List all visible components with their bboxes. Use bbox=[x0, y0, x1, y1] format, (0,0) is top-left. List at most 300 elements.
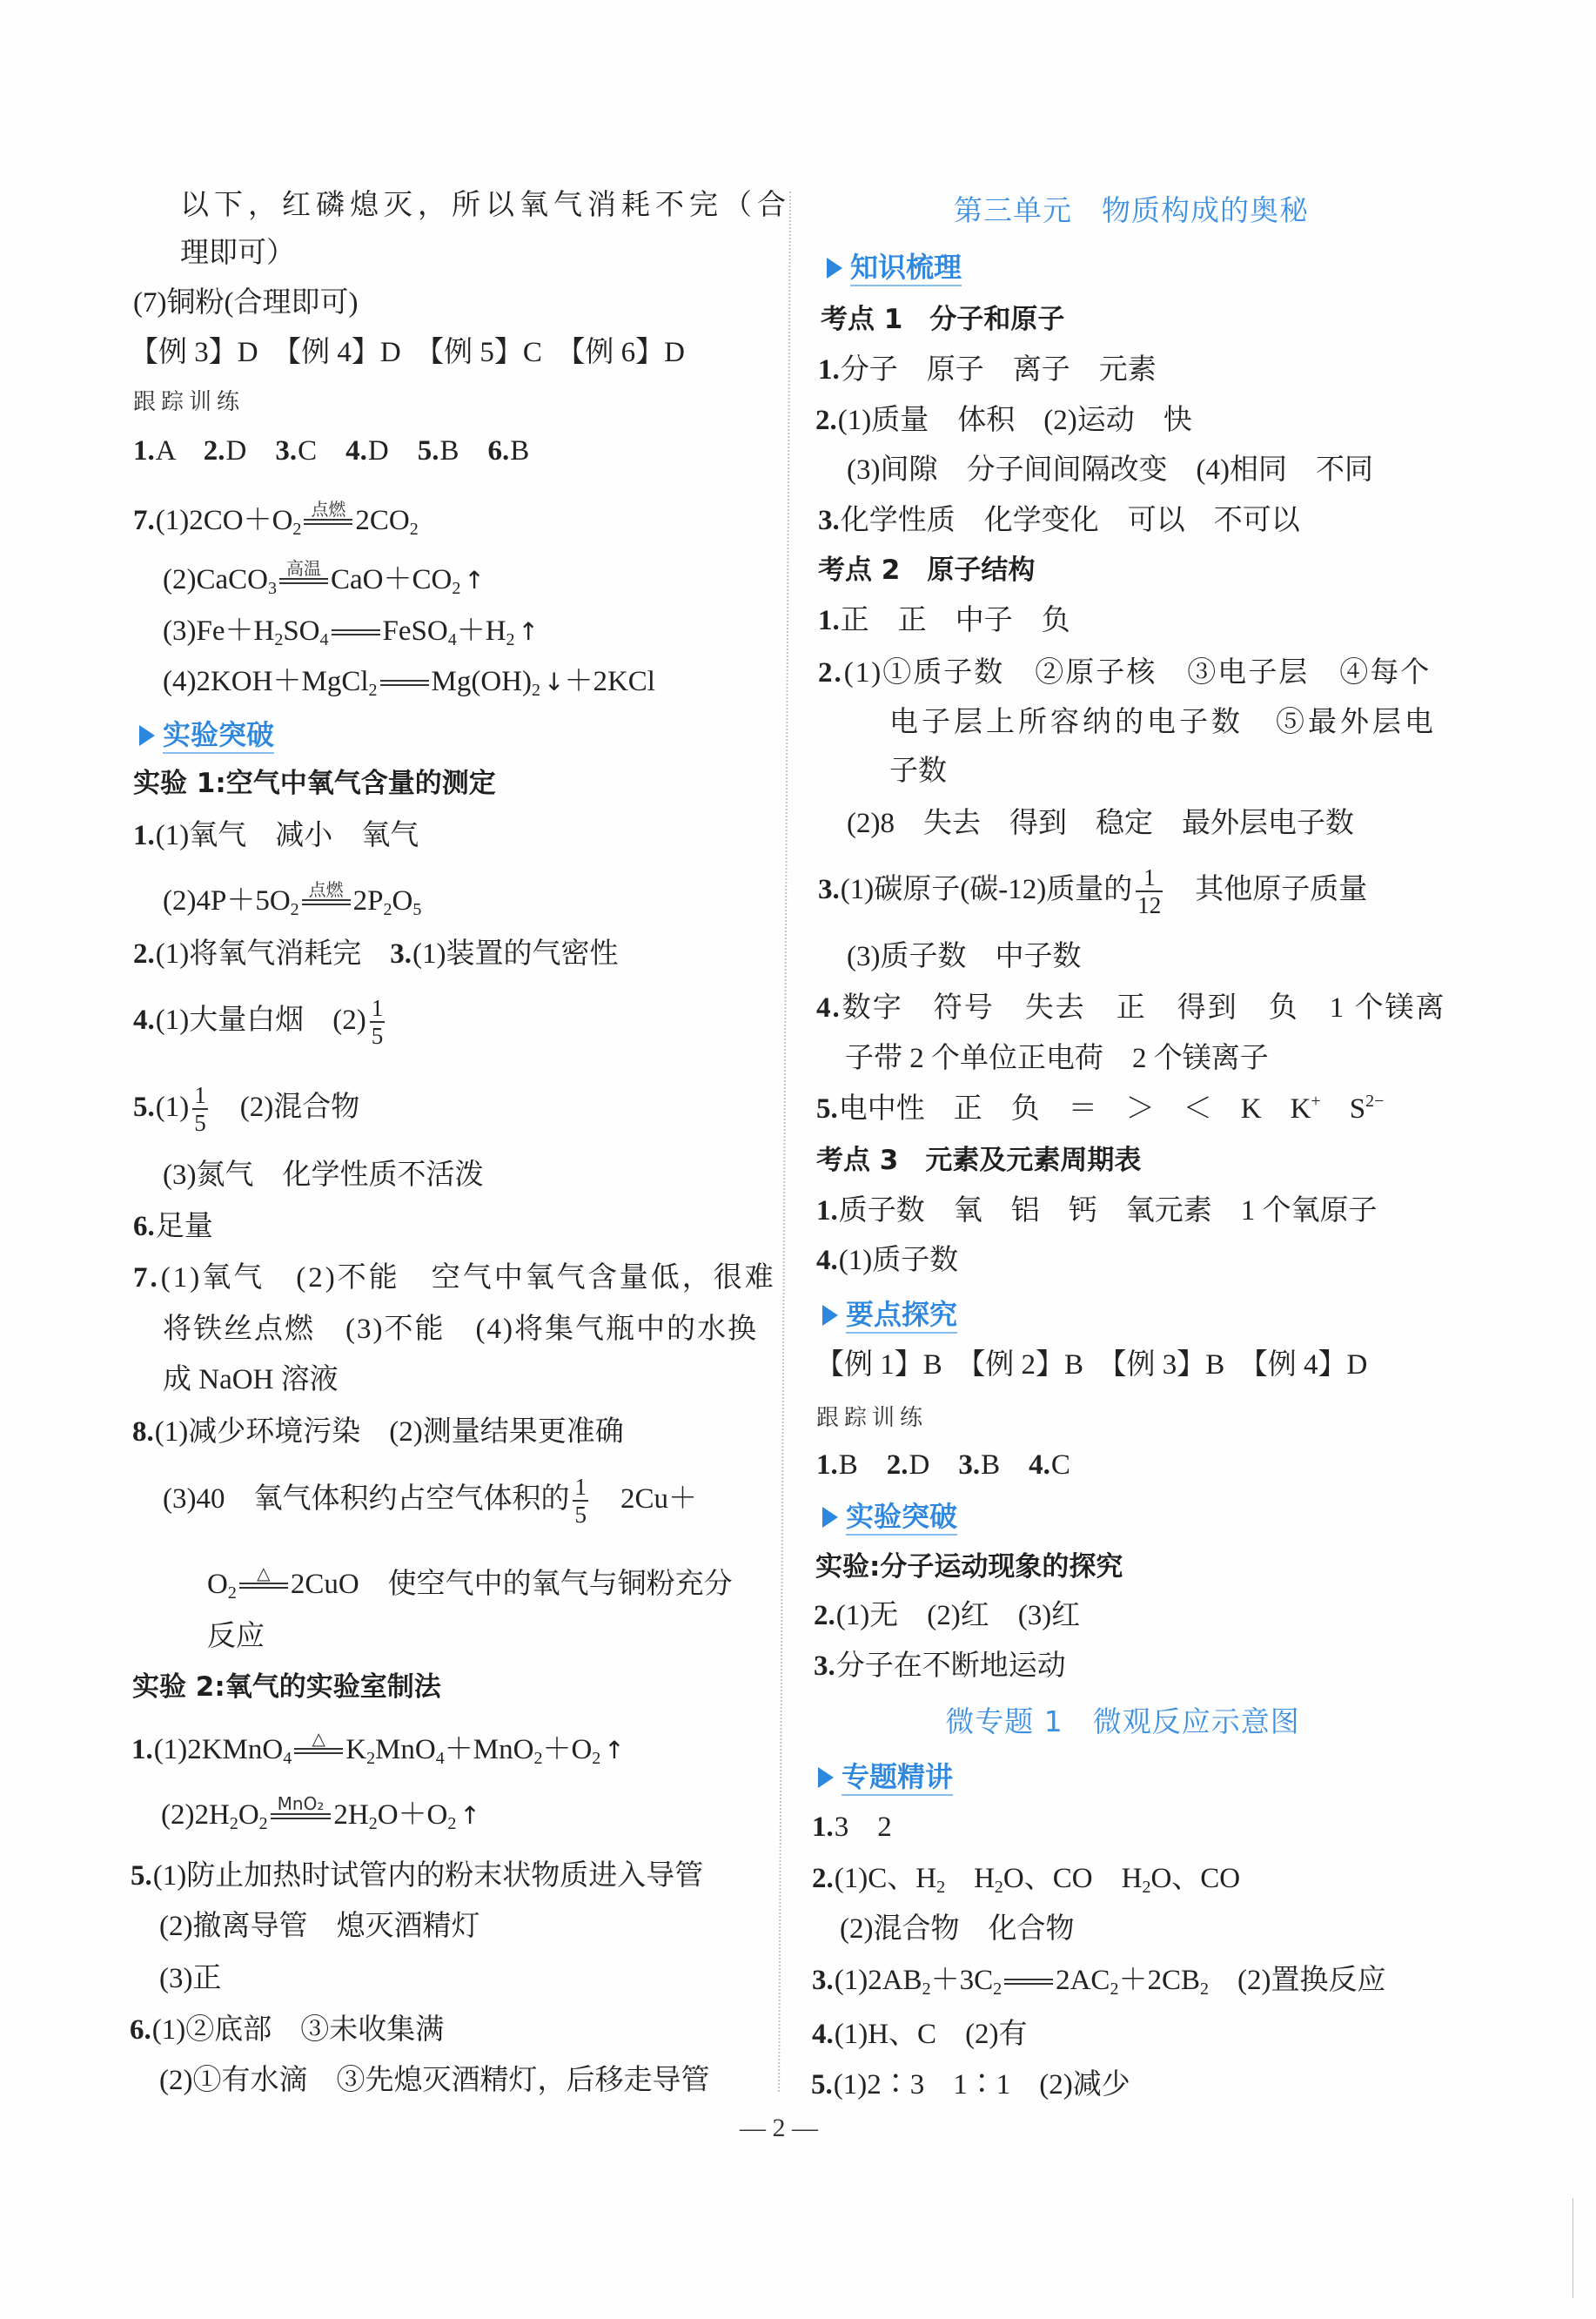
item-number: 2. bbox=[815, 405, 837, 436]
unit-title: 第三单元 物质构成的奥秘 bbox=[954, 193, 1309, 227]
answer-text: (2)撤离导管 熄灭酒精灯 bbox=[159, 1911, 480, 1942]
subscript: 2 bbox=[227, 1583, 237, 1603]
item-number: 2. bbox=[886, 1449, 909, 1481]
fraction bbox=[370, 995, 386, 1049]
subscript: 2 bbox=[1142, 1878, 1151, 1897]
subscript: 2 bbox=[229, 1814, 238, 1833]
example-answers-line bbox=[815, 1346, 1367, 1384]
subscript: 2 bbox=[274, 630, 284, 649]
equation-line bbox=[133, 498, 419, 540]
subscript: 2 bbox=[383, 900, 392, 919]
exercise-label: 跟踪训练 bbox=[816, 1405, 929, 1431]
answer-text: ＋O bbox=[542, 1734, 593, 1765]
reaction-equals-sign bbox=[304, 500, 352, 525]
answer-text: (1)2AB bbox=[834, 1965, 922, 1996]
subheading: 实验 2:氧气的实验室制法 bbox=[132, 1671, 441, 1703]
answer-text: B bbox=[439, 435, 488, 467]
answer-line bbox=[163, 1156, 483, 1194]
double-line bbox=[271, 1813, 332, 1819]
answer-text: (1)2∶3 1∶1 (2)减少 bbox=[833, 2069, 1130, 2101]
answer-line bbox=[163, 1474, 697, 1529]
exercise-label-line bbox=[816, 1397, 928, 1435]
section-header-line bbox=[139, 714, 274, 752]
gas-up-arrow-icon: ↑ bbox=[459, 1801, 480, 1830]
double-line bbox=[239, 1583, 288, 1589]
subscript: 5 bbox=[412, 900, 422, 919]
subscript: 2 bbox=[533, 1749, 543, 1768]
answer-text: (4)2KOH＋MgCl bbox=[163, 666, 369, 697]
answer-text: (2)4P＋5O bbox=[163, 885, 291, 917]
numerator: 1 bbox=[574, 1474, 587, 1501]
answer-text: (1)氧气 (2)不能 空气中氧气含量低，很难 bbox=[160, 1262, 776, 1294]
item-number: 4. bbox=[816, 992, 842, 1024]
answer-text: 电子层上所容纳的电子数 ⑤最外层电 bbox=[889, 707, 1437, 738]
answer-text: B bbox=[981, 1449, 1029, 1481]
answer-line bbox=[889, 752, 947, 790]
section-header-line bbox=[822, 1496, 957, 1534]
answer-text: O bbox=[392, 885, 413, 917]
section-header bbox=[139, 716, 274, 754]
answer-text: 2Cu＋ bbox=[591, 1483, 697, 1515]
subscript: 2 bbox=[368, 1814, 378, 1833]
answer-line bbox=[133, 284, 358, 322]
answer-text: (2)CaCO bbox=[163, 564, 268, 595]
subscript: 2 bbox=[292, 520, 302, 539]
item-number: 3. bbox=[812, 1965, 834, 1996]
numerator: 1 bbox=[1143, 864, 1156, 891]
answer-text: 成 NaOH 溶液 bbox=[163, 1364, 339, 1395]
subscript: 2 bbox=[936, 1878, 946, 1897]
reaction-condition bbox=[1004, 1959, 1053, 1979]
answer-text: (1)质量 体积 (2)运动 快 bbox=[837, 405, 1192, 436]
answer-line bbox=[133, 935, 618, 973]
answer-line bbox=[816, 1241, 958, 1280]
superscript: 2− bbox=[1365, 1092, 1385, 1111]
reaction-equals-sign bbox=[380, 661, 429, 686]
subscript: 4 bbox=[283, 1749, 292, 1768]
answer-text: (1)2CO＋O bbox=[155, 505, 293, 536]
answer-text: 子带 2 个单位正电荷 2 个镁离子 bbox=[845, 1043, 1269, 1074]
subheading-line bbox=[132, 1668, 441, 1706]
item-number: 5. bbox=[417, 435, 439, 467]
subscript: 2 bbox=[366, 1749, 376, 1768]
answer-text: ＋3C bbox=[930, 1965, 994, 1996]
subscript: 2 bbox=[452, 579, 461, 598]
item-number: 4. bbox=[345, 435, 367, 467]
section-header bbox=[818, 1758, 953, 1796]
answer-text: (1)H、C (2)有 bbox=[834, 2019, 1028, 2050]
subheading: 考点 3 元素及元素周期表 bbox=[816, 1145, 1142, 1176]
double-line bbox=[304, 519, 352, 525]
subscript: 4 bbox=[319, 630, 329, 649]
subheading: 实验:分子运动现象的探究 bbox=[815, 1551, 1123, 1583]
double-line bbox=[332, 629, 380, 635]
reaction-equals-sign bbox=[1004, 1959, 1053, 1985]
answer-text: 正 正 中子 负 bbox=[840, 605, 1070, 636]
answer-line bbox=[130, 2011, 444, 2049]
answer-text: 【例 1】B 【例 2】B 【例 3】B 【例 4】D bbox=[815, 1349, 1368, 1381]
subscript: 2 bbox=[592, 1749, 601, 1768]
answer-text: (1)2KMnO bbox=[153, 1734, 284, 1765]
item-number: 1. bbox=[818, 354, 840, 386]
item-number: 3. bbox=[814, 1650, 835, 1682]
section-title: 专题精讲 bbox=[842, 1760, 953, 1796]
answer-text: (2)①有水滴 ③先熄灭酒精灯，后移走导管 bbox=[159, 2065, 710, 2096]
subheading-line bbox=[821, 300, 1064, 339]
answer-text: 质子数 氧 铝 钙 氧元素 1 个氧原子 bbox=[838, 1195, 1378, 1227]
double-line bbox=[380, 680, 429, 686]
subheading: 考点 2 原子结构 bbox=[818, 555, 1036, 586]
answer-text: A bbox=[155, 435, 204, 467]
subscript: 3 bbox=[267, 579, 277, 598]
answer-line bbox=[818, 654, 1431, 692]
subscript: 2 bbox=[1110, 1980, 1119, 1999]
answer-text: (7)铜粉(合理即可) bbox=[133, 287, 359, 319]
answer-text: (2)2H bbox=[161, 1799, 230, 1831]
answer-line bbox=[133, 817, 419, 855]
answer-text: FeSO bbox=[382, 615, 448, 647]
subscript: 2 bbox=[993, 1980, 1003, 1999]
answer-text: 其他原子质量 bbox=[1166, 874, 1368, 905]
answer-text: (3)正 bbox=[159, 1963, 222, 1994]
answer-text: 2CuO 使空气中的氧气与铜粉充分 bbox=[290, 1569, 733, 1600]
equation-line bbox=[131, 1727, 625, 1769]
play-triangle-icon bbox=[822, 1507, 838, 1528]
answer-text: 2CO bbox=[355, 505, 410, 536]
answer-line bbox=[816, 989, 1446, 1027]
item-number: 6. bbox=[130, 2014, 151, 2046]
reaction-equals-sign bbox=[271, 1794, 332, 1819]
item-number: 6. bbox=[133, 1211, 155, 1242]
answer-text: (1)碳原子(碳-12)质量的 bbox=[840, 874, 1133, 905]
answer-line bbox=[840, 1910, 1074, 1948]
equation-line bbox=[163, 878, 422, 920]
item-number: 5. bbox=[811, 2069, 833, 2101]
denominator: 12 bbox=[1137, 892, 1162, 919]
item-number: 2. bbox=[818, 657, 843, 689]
item-number: 5. bbox=[131, 1860, 152, 1892]
item-number: 2. bbox=[133, 938, 155, 970]
answer-text: 【例 3】D 【例 4】D 【例 5】C 【例 6】D bbox=[130, 337, 686, 368]
answer-line bbox=[812, 2015, 1028, 2053]
reaction-equals-sign bbox=[294, 1729, 343, 1754]
gas-up-arrow-icon: ↑ bbox=[464, 566, 485, 595]
answer-text: 3 2 bbox=[834, 1812, 892, 1843]
answer-line bbox=[159, 2061, 709, 2100]
item-number: 1. bbox=[131, 1734, 153, 1765]
reaction-condition: 高温 bbox=[285, 557, 321, 579]
answer-line bbox=[133, 1259, 776, 1297]
answer-line bbox=[815, 401, 1192, 440]
answer-line bbox=[132, 1413, 624, 1451]
subscript: 2 bbox=[506, 630, 515, 649]
superscript: + bbox=[1311, 1092, 1321, 1111]
item-number: 8. bbox=[132, 1416, 154, 1448]
double-line bbox=[294, 1748, 343, 1754]
answer-text: (2)置换反应 bbox=[1208, 1965, 1386, 1996]
answer-text: 反应 bbox=[207, 1621, 265, 1652]
answer-line bbox=[159, 1959, 221, 1998]
subscript: 2 bbox=[409, 520, 419, 539]
equation-line bbox=[163, 557, 485, 599]
equation-line bbox=[207, 1562, 733, 1603]
play-triangle-icon bbox=[818, 1767, 834, 1788]
section-header-line bbox=[827, 246, 962, 285]
answer-text: B bbox=[510, 435, 530, 467]
answer-text: (1) bbox=[155, 1092, 190, 1123]
unit-title: 微专题 1 微观反应示意图 bbox=[945, 1704, 1300, 1738]
answer-text: (1)装置的气密性 bbox=[412, 938, 619, 970]
answer-text: 2P bbox=[352, 885, 384, 917]
answer-line bbox=[847, 938, 1081, 976]
section-header-line bbox=[818, 1756, 953, 1794]
unit-title-line bbox=[818, 192, 1445, 230]
subscript: 2 bbox=[531, 681, 540, 700]
exercise-label-line bbox=[133, 381, 245, 420]
answer-line bbox=[133, 432, 529, 470]
answer-line bbox=[845, 1039, 1269, 1078]
answer-text: (2)混合物 bbox=[211, 1092, 360, 1123]
reaction-condition: △ bbox=[257, 1562, 271, 1583]
answer-text: (1)减少环境污染 (2)测量结果更准确 bbox=[154, 1416, 624, 1448]
answer-line bbox=[163, 1361, 339, 1399]
play-triangle-icon bbox=[139, 725, 155, 746]
answer-text: 子数 bbox=[889, 756, 947, 787]
answer-text: O bbox=[207, 1569, 228, 1600]
answer-line bbox=[133, 1207, 213, 1246]
answer-line bbox=[163, 1310, 758, 1348]
answer-text: (1)C、H bbox=[834, 1863, 937, 1894]
answer-text: 理即可） bbox=[180, 238, 295, 269]
subscript: 2 bbox=[258, 1814, 268, 1833]
section-header bbox=[822, 1498, 957, 1536]
item-number: 1. bbox=[816, 1195, 838, 1227]
exercise-label: 跟踪训练 bbox=[133, 389, 245, 415]
answer-text: D bbox=[367, 435, 418, 467]
denominator: 5 bbox=[371, 1023, 384, 1050]
answer-text: 化学性质 化学变化 可以 不可以 bbox=[840, 505, 1300, 536]
answer-text: 2AC bbox=[1056, 1965, 1110, 1996]
fraction bbox=[192, 1082, 208, 1136]
double-line bbox=[1004, 1979, 1053, 1985]
gas-up-arrow-icon: ↑ bbox=[604, 1736, 625, 1764]
double-line bbox=[302, 899, 351, 905]
subheading-line bbox=[816, 1141, 1141, 1180]
item-number: 7. bbox=[133, 1262, 160, 1294]
subheading: 实验 1:空气中氧气含量的测定 bbox=[133, 768, 496, 799]
answer-text: Mg(OH) bbox=[431, 666, 532, 697]
answer-text: (2)混合物 化合物 bbox=[840, 1913, 1075, 1945]
reaction-equals-sign bbox=[332, 610, 380, 635]
answer-text: C bbox=[1050, 1449, 1070, 1481]
section-header bbox=[822, 1296, 957, 1334]
subheading-line bbox=[818, 551, 1035, 589]
answer-text: K bbox=[345, 1734, 367, 1765]
item-number: 5. bbox=[133, 1092, 155, 1123]
answer-text: H bbox=[945, 1863, 995, 1894]
item-number: 1. bbox=[812, 1812, 834, 1843]
denominator: 5 bbox=[194, 1110, 206, 1137]
subscript: 4 bbox=[447, 630, 457, 649]
answer-line bbox=[207, 1617, 265, 1656]
answer-line bbox=[811, 2066, 1130, 2104]
subscript: 2 bbox=[922, 1980, 931, 1999]
item-number: 2. bbox=[203, 435, 225, 467]
equation-line bbox=[163, 612, 539, 650]
double-line bbox=[279, 578, 328, 584]
answer-line bbox=[180, 234, 295, 272]
answer-line bbox=[812, 1859, 1240, 1898]
answer-line bbox=[812, 1808, 892, 1846]
reaction-condition: 点燃 bbox=[308, 878, 344, 900]
answer-line bbox=[889, 703, 1437, 742]
answer-text: O＋O bbox=[377, 1799, 448, 1831]
answer-text: (1)将氧气消耗完 bbox=[155, 938, 391, 970]
precipitate-down-arrow-icon: ↓ bbox=[543, 668, 565, 696]
item-number: 4. bbox=[816, 1245, 838, 1276]
page-number: — 2 — bbox=[740, 2114, 818, 2142]
subscript: 2 bbox=[447, 1814, 457, 1833]
play-triangle-icon bbox=[827, 258, 842, 279]
answer-line bbox=[818, 351, 1157, 389]
reaction-equals-sign bbox=[302, 880, 351, 905]
answer-line bbox=[816, 1090, 1384, 1128]
answer-line bbox=[818, 864, 1368, 919]
answer-text: 分子在不断地运动 bbox=[835, 1650, 1066, 1682]
answer-text: (3)质子数 中子数 bbox=[847, 941, 1082, 972]
answer-text: ＋2CB bbox=[1118, 1965, 1200, 1996]
answer-text: 足量 bbox=[155, 1211, 213, 1242]
item-number: 3. bbox=[958, 1449, 981, 1481]
answer-line bbox=[847, 804, 1354, 843]
item-number: 1. bbox=[816, 1449, 838, 1481]
reaction-condition bbox=[332, 610, 380, 629]
reaction-condition: △ bbox=[312, 1727, 325, 1749]
subscript: 2 bbox=[994, 1878, 1003, 1897]
answer-text: ＋MnO bbox=[444, 1734, 534, 1765]
reaction-equals-sign bbox=[239, 1563, 288, 1589]
column-divider bbox=[778, 192, 791, 2092]
item-number: 1. bbox=[133, 435, 155, 467]
item-number: 4. bbox=[133, 1005, 155, 1036]
answer-text: 2H bbox=[333, 1799, 369, 1831]
answer-line bbox=[131, 1857, 703, 1895]
item-number: 7. bbox=[133, 505, 155, 536]
answer-text: O、CO bbox=[1150, 1863, 1241, 1894]
item-number: 2. bbox=[812, 1863, 834, 1894]
answer-text: (1)氧气 减小 氧气 bbox=[155, 820, 419, 851]
equation-line bbox=[812, 1961, 1385, 2000]
item-number: 2. bbox=[814, 1600, 835, 1631]
answer-text: C bbox=[298, 435, 346, 467]
answer-line bbox=[816, 1446, 1070, 1484]
subheading-line bbox=[133, 764, 496, 803]
item-number: 3. bbox=[818, 874, 840, 905]
subscript: 2 bbox=[368, 681, 378, 700]
subscript: 2 bbox=[290, 900, 299, 919]
answer-text: O、CO H bbox=[1003, 1863, 1143, 1894]
reaction-equals-sign bbox=[279, 559, 328, 584]
answer-text: (1)大量白烟 (2) bbox=[155, 1005, 366, 1036]
answer-text: 数字 符号 失去 正 得到 负 1 个镁离 bbox=[842, 992, 1446, 1024]
answer-text: B bbox=[838, 1449, 887, 1481]
answer-line bbox=[816, 1192, 1378, 1230]
reaction-condition: 点燃 bbox=[311, 498, 346, 520]
item-number: 1. bbox=[818, 605, 840, 636]
answer-text: (3)氮气 化学性质不活泼 bbox=[163, 1160, 484, 1191]
answer-text: 将铁丝点燃 (3)不能 (4)将集气瓶中的水换 bbox=[163, 1314, 758, 1345]
subscript: 4 bbox=[435, 1749, 445, 1768]
answer-text: D bbox=[225, 435, 276, 467]
equation-line bbox=[161, 1792, 480, 1834]
answer-text: (3)Fe＋H bbox=[163, 615, 275, 647]
answer-text: 以下，红磷熄灭，所以氧气消耗不完（合 bbox=[180, 190, 791, 221]
item-number: 1. bbox=[133, 820, 155, 851]
answer-text: CaO＋CO bbox=[330, 564, 453, 595]
answer-line bbox=[159, 1907, 479, 1946]
answer-text: (2)8 失去 得到 稳定 最外层电子数 bbox=[847, 808, 1354, 839]
answer-text: S bbox=[1320, 1093, 1366, 1125]
gas-up-arrow-icon: ↑ bbox=[518, 617, 539, 646]
reaction-condition bbox=[380, 661, 429, 680]
item-number: 3. bbox=[390, 938, 412, 970]
answer-line bbox=[847, 451, 1373, 489]
subscript: 2 bbox=[1199, 1980, 1209, 1999]
answer-text: (3)40 氧气体积约占空气体积的 bbox=[163, 1483, 570, 1515]
subheading-line bbox=[815, 1548, 1123, 1586]
answer-text: 分子 原子 离子 元素 bbox=[840, 354, 1157, 386]
answer-text: (1)质子数 bbox=[838, 1245, 959, 1276]
fraction bbox=[573, 1474, 588, 1528]
answer-text: (1)②底部 ③未收集满 bbox=[151, 2014, 445, 2046]
numerator: 1 bbox=[371, 995, 384, 1022]
section-header bbox=[827, 249, 962, 286]
section-title: 知识梳理 bbox=[850, 251, 962, 286]
equation-line bbox=[163, 662, 655, 701]
subheading: 考点 1 分子和原子 bbox=[821, 304, 1065, 335]
answer-line bbox=[818, 501, 1300, 540]
item-number: 4. bbox=[812, 2019, 834, 2050]
answer-line bbox=[133, 995, 388, 1050]
answer-text: (3)间隙 分子间间隔改变 (4)相同 不同 bbox=[847, 454, 1373, 486]
answer-text: (1)①质子数 ②原子核 ③电子层 ④每个 bbox=[843, 657, 1432, 689]
item-number: 3. bbox=[275, 435, 298, 467]
play-triangle-icon bbox=[822, 1305, 838, 1326]
item-number: 3. bbox=[818, 505, 840, 536]
answer-text: ＋2KCl bbox=[564, 666, 655, 697]
section-title: 实验突破 bbox=[846, 1500, 957, 1536]
section-header-line bbox=[822, 1294, 957, 1332]
answer-line bbox=[180, 186, 791, 225]
answer-text: (1)无 (2)红 (3)红 bbox=[835, 1600, 1081, 1631]
item-number: 5. bbox=[816, 1093, 838, 1125]
topic-title-line bbox=[809, 1703, 1436, 1741]
answer-text: ＋H bbox=[456, 615, 506, 647]
answer-text: (1)防止加热时试管内的粉末状物质进入导管 bbox=[152, 1860, 704, 1892]
example-answers-line bbox=[130, 333, 685, 372]
answer-text: MnO bbox=[375, 1734, 436, 1765]
answer-line bbox=[818, 602, 1070, 640]
answer-text: O bbox=[238, 1799, 259, 1831]
section-title: 要点探究 bbox=[846, 1298, 957, 1334]
item-number: 6. bbox=[487, 435, 510, 467]
answer-text: D bbox=[909, 1449, 959, 1481]
answer-line bbox=[814, 1596, 1080, 1635]
fraction bbox=[1136, 864, 1163, 918]
numerator: 1 bbox=[194, 1082, 206, 1109]
reaction-condition: MnO₂ bbox=[277, 1792, 325, 1814]
section-title: 实验突破 bbox=[163, 718, 274, 754]
